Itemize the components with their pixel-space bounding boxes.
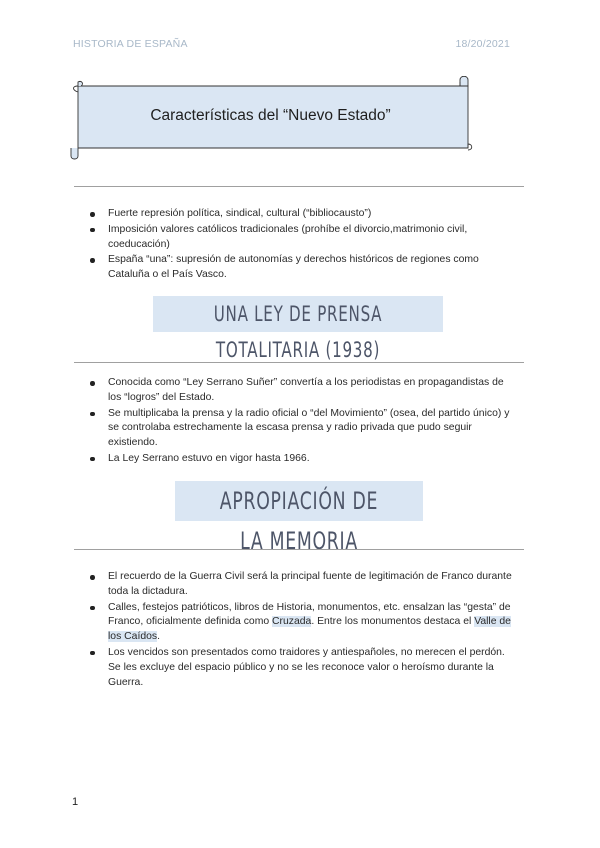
list-item: España “una”: supresión de autonomías y derechos históricos de regiones como Cataluña o el País Vasco. [74, 253, 514, 283]
section1-list [74, 207, 514, 284]
section-heading-ley-prensa [153, 296, 443, 362]
list-item [74, 601, 514, 645]
page-number: 1 [72, 796, 79, 808]
section3-list [74, 570, 514, 691]
list-item: La Ley Serrano estuvo en vigor hasta 1966. [74, 452, 514, 467]
text-run: Calles, festejos patrióticos, libros de Historia, monumentos, etc. ensalzan las “gesta” de Franco, oficialmente definida como [108, 601, 511, 628]
title-scroll-banner [68, 76, 473, 161]
header-subject: HISTORIA DE ESPAÑA [73, 38, 188, 50]
text-run: . Entre los monumentos destaca el [311, 616, 475, 628]
heading-text: APROPIACIÓN DE LA MEMORIA [219, 487, 379, 555]
list-item: El recuerdo de la Guerra Civil será la principal fuente de legitimación de Franco durante toda la dictadura. [74, 570, 514, 600]
page-title: Características del “Nuevo Estado” [150, 107, 391, 124]
list-item: Imposición valores católicos tradicionales (prohíbe el divorcio,matrimonio civil, coeducación) [74, 223, 514, 253]
list-item: Fuerte represión política, sindical, cultural (“bibliocausto”) [74, 207, 514, 222]
highlight-valle: Valle de los Caídos [108, 616, 511, 643]
divider [74, 186, 524, 187]
divider [74, 549, 524, 550]
list-item: Conocida como “Ley Serrano Suñer” convertía a los periodistas en propagandistas de los “logros” del Estado. [74, 376, 514, 406]
section-heading-memoria [175, 481, 423, 555]
divider [74, 362, 524, 363]
page-header [73, 38, 510, 50]
heading-text: UNA LEY DE PRENSA TOTALITARIA (1938) [213, 302, 383, 362]
header-date: 18/20/2021 [455, 38, 510, 50]
text-run: . [157, 631, 160, 643]
highlight-cruzada: Cruzada [272, 616, 312, 628]
list-item: Se multiplicaba la prensa y la radio oficial o “del Movimiento” (osea, del partido único) y se controlaba estrechamente la escasa prensa y radio privada que pudo seguir existiendo. [74, 407, 514, 451]
section2-list [74, 376, 514, 468]
list-item: Los vencidos son presentados como traidores y antiespañoles, no merecen el perdón. Se les excluye del espacio público y no se les reconoce valor o heroísmo durante la Guerra. [74, 646, 514, 690]
